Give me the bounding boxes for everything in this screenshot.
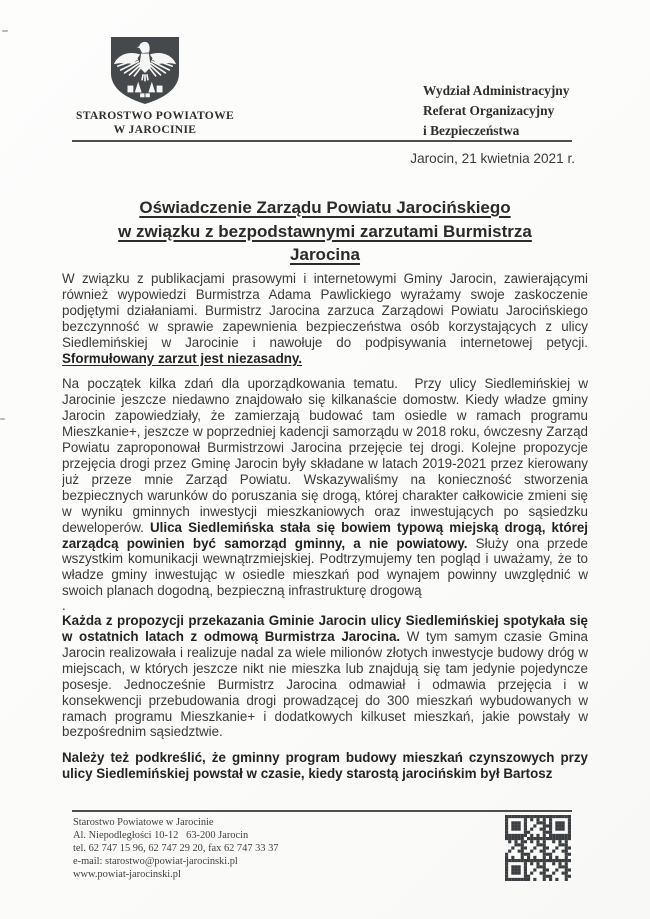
paragraph-4: Należy też podkreślić, że gminny program budowy mieszkań czynszowych przy ulicy Siedlemińskiej powstał w czasie, kiedy starostą jarocińskim był Bartosz [62,750,588,782]
title-line1: Oświadczenie Zarządu Powiatu Jarocińskiego [139,198,511,217]
scan-speck [0,418,5,420]
qr-code [505,815,571,881]
department-line2: Referat Organizacyjny [423,103,555,118]
coat-of-arms-icon [108,36,182,106]
footer-org-name: Starostwo Powiatowe w Jarocinie [73,817,214,828]
paragraph-2-text-a: Na początek kilka zdań dla uporządkowania tematu. Przy ulicy Siedlemińskiej w Jarocinie jeszcze niedawno znajdowało się kilkanaście domostw. Kiedy władze gminy Jarocin zapowiedziały, że zamierzają budować tam osiedle w ramach programu Mieszkanie+, jeszcze w poprzedniej kadencji samorządu w 2018 roku, ówczesny Zarząd Powiatu zaproponował Burmistrzowi Jarocina przejęcie tej drogi. Kolejne propozycje przejęcia drogi przez Gminę Jarocin były składane w latach 2019-2021 przez kierowany już przeze mnie Zarząd Powiatu. Wskazywaliśmy na konieczność stworzenia bezpiecznych warunków do poruszania się drogą, której charakter całkowicie zmieni się w wyniku gminnych inwestycji mieszkaniowych oraz inwestujących po sąsiedzku deweloperów. [62,376,588,535]
footer-phone-fax: tel. 62 747 15 96, 62 747 29 20, fax 62 747 33 37 [73,842,279,854]
letter-body [62,271,588,809]
scan-speck [2,30,8,32]
footer-website: www.powiat-jarocinski.pl [73,868,181,880]
paragraph-3-emphasis: Każda z propozycji przekazania Gminie Jarocin ulicy Siedlemińskiej spotykała się w ostatnich latach z odmową Burmistrza Jarocina. [62,613,588,645]
paragraph-3 [62,613,588,740]
paragraph-2 [62,376,588,599]
footer-contact-block [73,817,279,882]
paragraph-2-text-b: Służy ona przede wszystkim komunikacji wewnątrzmiejskiej. Podtrzymujemy ten pogląd i uważamy, że to władze gminy inwestując w osiedle mieszkań pod wynajem powinny uwzględnić w swoich planach dogodną, bezpieczną infrastrukturę drogową [62,535,588,599]
title-line2: w związku z bezpodstawnymi zarzutami Burmistrza [118,221,532,241]
orphan-period: . [62,598,66,614]
organization-name [70,109,240,136]
paragraph-1-emphasis: Sformułowany zarzut jest niezasadny. [62,350,303,366]
org-name-line1: STAROSTWO POWIATOWE [75,109,235,122]
footer-divider [72,810,572,812]
footer-address: Al. Niepodległości 10-12 63-200 Jarocin [73,829,249,841]
department-line1: Wydział Administracyjny [423,83,570,98]
paragraph-2-emphasis: Ulica Siedlemińska stała się bowiem typową miejską drogą, której zarządcą powinien być samorząd gminny, a nie powiatowy. [62,519,588,551]
org-name-line2: W JAROCINIE [113,122,197,136]
department-block [423,81,569,141]
date-line: Jarocin, 21 kwietnia 2021 r. [410,151,575,166]
title-line3: Jarocina [290,245,360,264]
footer-email: e-mail: starostwo@powiat-jarocinski.pl [73,855,238,867]
paragraph-1 [62,271,588,366]
document-title [0,196,650,267]
paragraph-1-text: W związku z publikacjami prasowymi i internetowymi Gminy Jarocin, zawierającymi również wypowiedzi Burmistrza Adama Pawlickiego wyrażamy swoje zaskoczenie podjętymi działaniami. Burmistrz Jarocina zarzuca Zarządowi Powiatu Jarocińskiego bezczynność w sprawie zapewnienia bezpieczeństwa osób korzystających z ulicy Siedlemińskiej w Jarocinie i nawołuje do podpisywania internetowej petycji. [62,271,588,350]
department-line3: i Bezpieczeństwa [423,123,520,138]
header-divider [72,140,572,142]
paragraph-3-text: W tym samym czasie Gmina Jarocin realizowała i realizuje nadal za wiele milionów złotych inwestycje budowy dróg w miejscach, w których jeszcze nikt nie mieszka lub znajdują się tam jedynie pojedyncze posesje. Jednocześnie Burmistrz Jarocina odmawiał i odmawia przejęcia i w konsekwencji przebudowania drogi prowadzącej do 300 mieszkań wybudowanych w ramach programu Mieszkanie+ i dodatkowych kilkuset mieszkań, jakie powstały w bezpośrednim sąsiedztwie. [62,629,588,740]
